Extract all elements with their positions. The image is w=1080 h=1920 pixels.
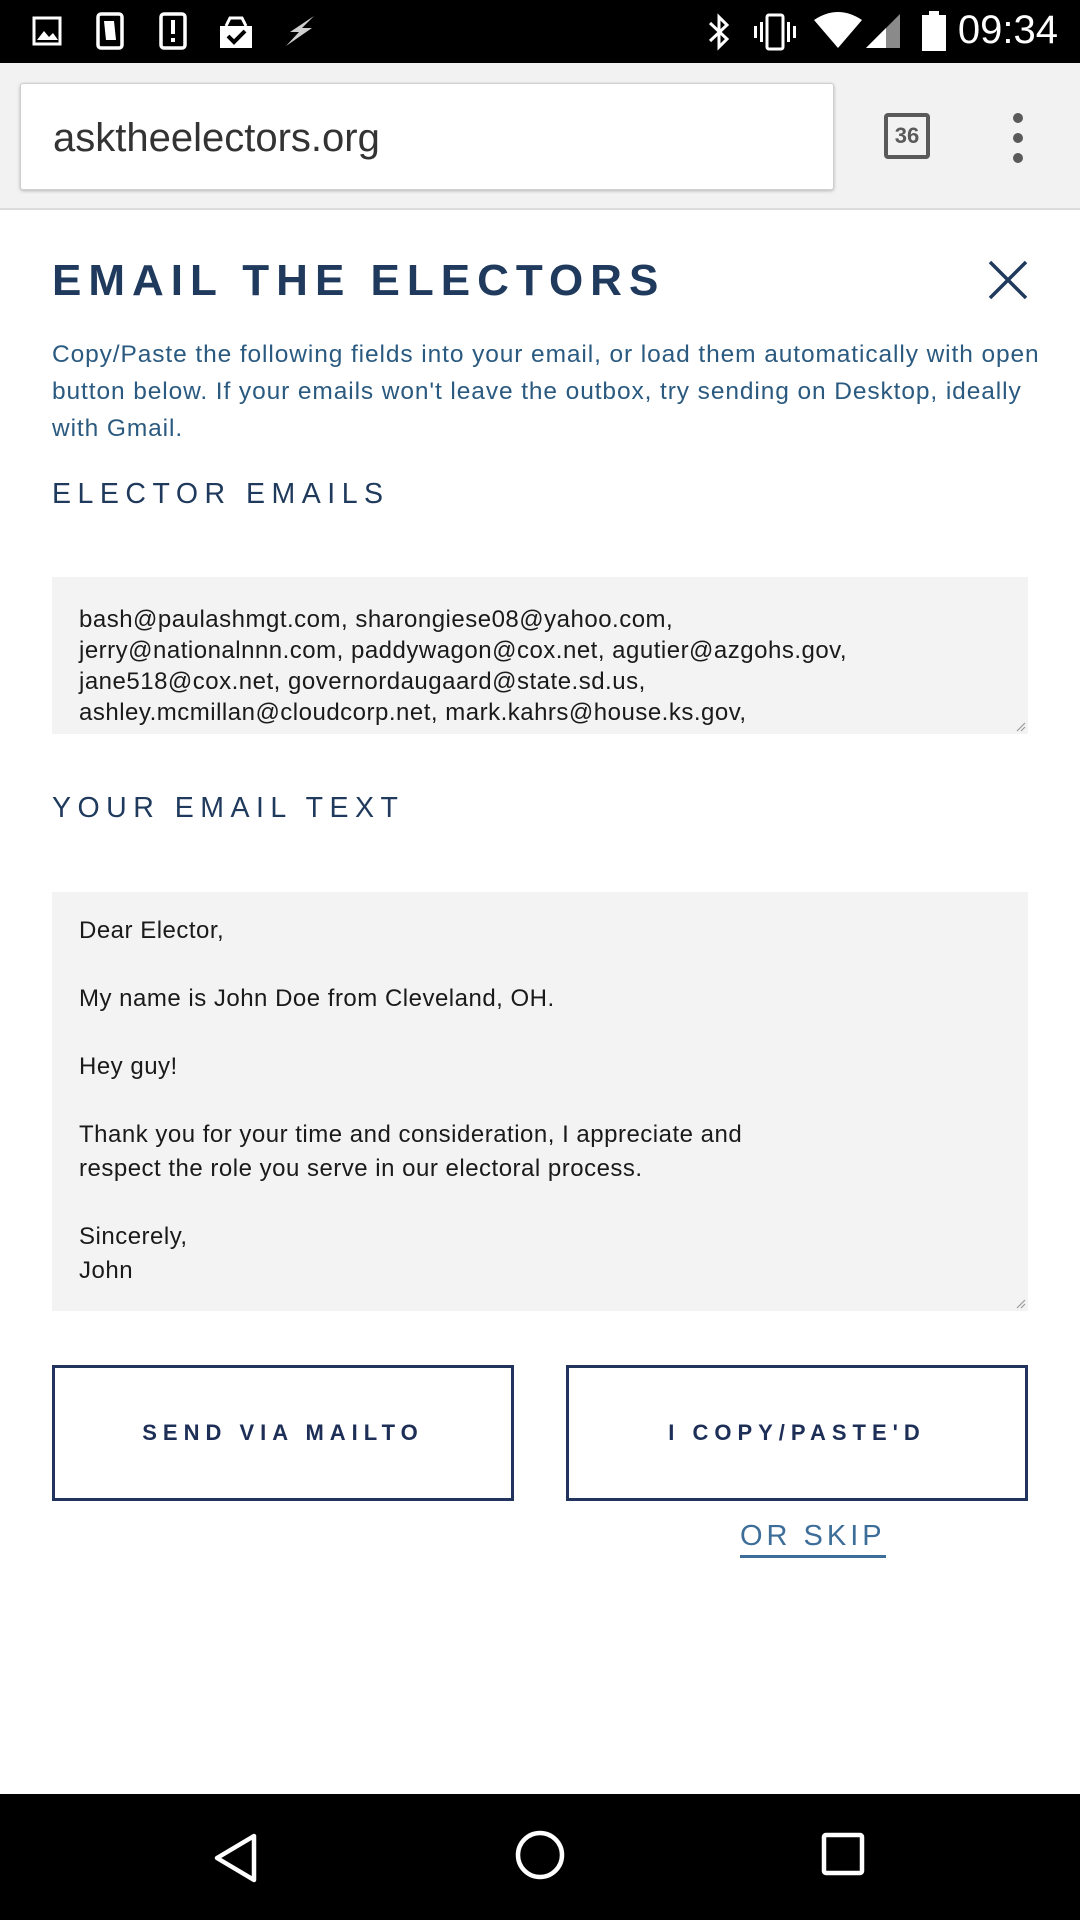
email-list-line: ashley.mcmillan@cloudcorp.net, mark.kahrs@house.ks.gov,: [79, 699, 747, 726]
battery-icon: [920, 10, 948, 52]
email-text-textarea[interactable]: [52, 892, 1028, 1311]
tab-switcher-button[interactable]: 36: [884, 113, 930, 159]
system-navigation-bar: [0, 1794, 1080, 1920]
document-icon: [96, 12, 124, 50]
resize-grip-icon[interactable]: [1014, 1297, 1026, 1309]
email-text-label: YOUR EMAIL TEXT: [52, 792, 405, 824]
message-thanks: respect the role you serve in our electoral process.: [79, 1155, 643, 1182]
more-vert-icon[interactable]: [1000, 111, 1036, 165]
email-electors-panel: [0, 212, 1080, 1794]
skip-link[interactable]: OR SKIP: [740, 1520, 886, 1558]
image-icon: [32, 16, 62, 46]
url-text[interactable]: asktheelectors.org: [53, 116, 380, 160]
message-body: Hey guy!: [79, 1053, 178, 1080]
message-intro: My name is John Doe from Cleveland, OH.: [79, 985, 555, 1012]
back-icon[interactable]: [212, 1832, 260, 1884]
elector-emails-label: ELECTOR EMAILS: [52, 478, 390, 510]
resize-grip-icon[interactable]: [1014, 720, 1026, 732]
close-icon[interactable]: [986, 258, 1030, 302]
copy-pasted-button[interactable]: I COPY/PASTE'D: [566, 1365, 1028, 1501]
alert-icon: [159, 12, 187, 50]
page-title: EMAIL THE ELECTORS: [52, 256, 666, 305]
browser-toolbar: [0, 63, 1080, 210]
message-greeting: Dear Elector,: [79, 917, 225, 944]
message-signature: John: [79, 1257, 134, 1284]
clock-time: 09:34: [957, 8, 1058, 52]
send-via-mailto-button[interactable]: SEND VIA MAILTO: [52, 1365, 514, 1501]
email-list-line: jerry@nationalnnn.com, paddywagon@cox.net, agutier@azgohs.gov,: [79, 637, 848, 664]
email-list-line: bash@paulashmgt.com, sharongiese08@yahoo.com,: [79, 606, 674, 633]
vibrate-icon: [752, 12, 798, 52]
bluetooth-icon: [706, 12, 732, 52]
home-icon[interactable]: [514, 1829, 566, 1881]
recents-icon[interactable]: [821, 1832, 865, 1876]
message-closing: Sincerely,: [79, 1223, 188, 1250]
bolt-icon: [280, 14, 320, 48]
clipboard-check-icon: [216, 12, 256, 50]
status-bar: [0, 0, 1080, 63]
wifi-icon: [812, 12, 864, 50]
message-thanks: Thank you for your time and consideration, I appreciate and: [79, 1121, 743, 1148]
elector-emails-textarea[interactable]: [52, 577, 1028, 734]
instructions-text: Copy/Paste the following fields into your email, or load them automatically with open button below. If your emails won't leave the outbox, try sending on Desktop, ideally with Gmail.: [52, 341, 1040, 442]
address-bar[interactable]: [20, 83, 834, 190]
signal-icon: [864, 12, 902, 50]
email-list-line: jane518@cox.net, governordaugaard@state.sd.us,: [79, 668, 646, 695]
